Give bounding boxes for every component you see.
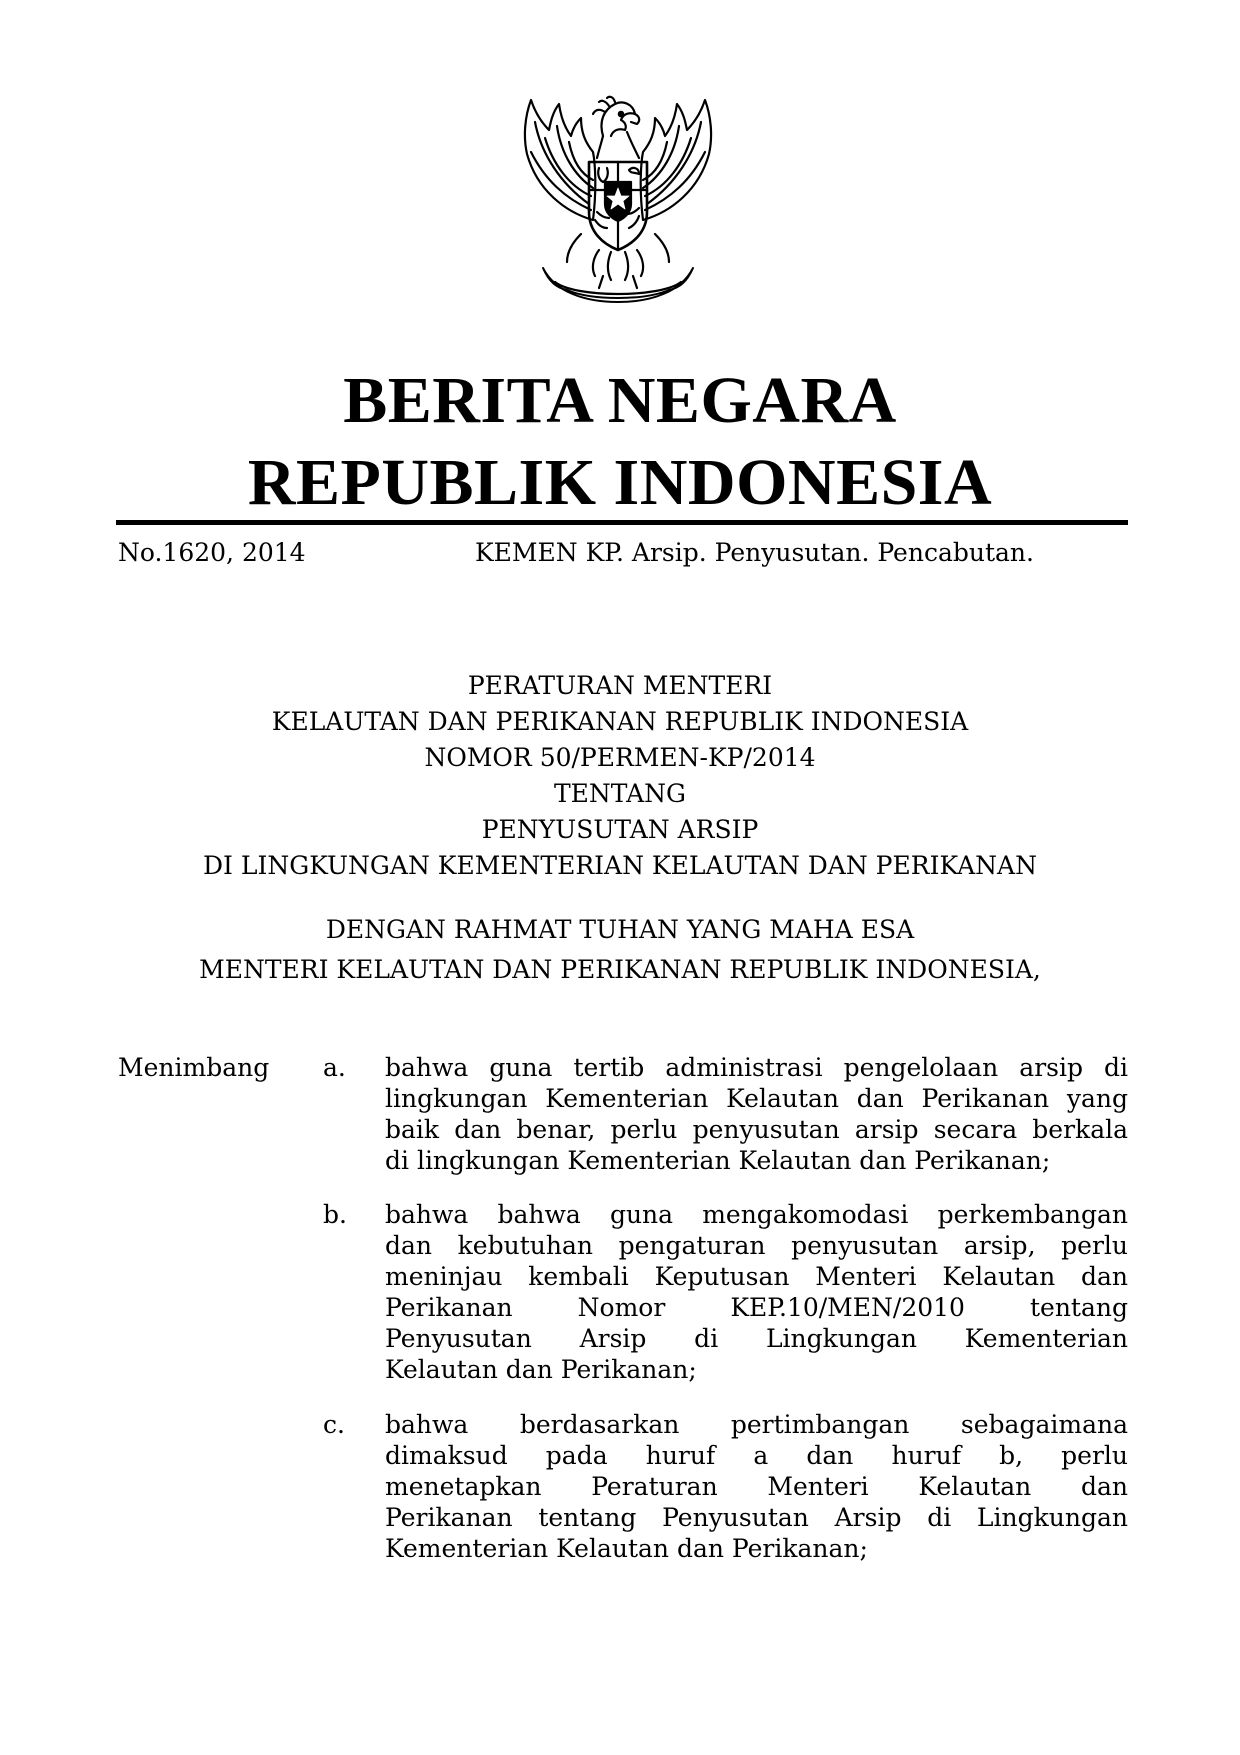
item-line: Kementerian Kelautan dan Perikanan; <box>385 1534 868 1563</box>
item-line: dan kebutuhan pengaturan penyusutan arsip, perlu <box>385 1231 1128 1260</box>
item-line: Penyusutan Arsip di Lingkungan Kementerian <box>385 1324 1128 1353</box>
item-line: dimaksud pada huruf a dan huruf b, perlu <box>385 1441 1128 1470</box>
title-line: NOMOR 50/PERMEN-KP/2014 <box>424 743 816 772</box>
item-line: baik dan benar, perlu penyusutan arsip secara berkala <box>385 1115 1128 1144</box>
item-line: Perikanan Nomor KEP.10/MEN/2010 tentang <box>385 1293 1128 1322</box>
title-line: KELAUTAN DAN PERIKANAN REPUBLIK INDONESIA <box>271 707 969 736</box>
considering-label: Menimbang <box>118 1053 270 1082</box>
opening-line: DENGAN RAHMAT TUHAN YANG MAHA ESA <box>325 915 915 944</box>
item-line: lingkungan Kementerian Kelautan dan Perikanan yang <box>385 1084 1128 1113</box>
item-text <box>385 1409 1128 1564</box>
item-line: bahwa berdasarkan pertimbangan sebagaimana <box>385 1410 1128 1439</box>
opening-formula <box>0 910 1240 990</box>
item-line: meninjau kembali Keputusan Menteri Kelautan dan <box>385 1262 1128 1291</box>
item-line: menetapkan Peraturan Menteri Kelautan dan <box>385 1472 1128 1501</box>
opening-line: MENTERI KELAUTAN DAN PERIKANAN REPUBLIK INDONESIA, <box>199 955 1041 984</box>
garuda-emblem-icon <box>515 92 721 310</box>
item-line: Kelautan dan Perikanan; <box>385 1355 697 1384</box>
title-line: PERATURAN MENTERI <box>467 671 773 700</box>
item-line: di lingkungan Kementerian Kelautan dan Perikanan; <box>385 1146 1051 1175</box>
title-line: TENTANG <box>553 779 686 808</box>
item-letter: b. <box>323 1200 347 1229</box>
gazette-number: No.1620, 2014 <box>118 538 306 567</box>
regulation-title <box>0 668 1240 884</box>
gazette-subject: KEMEN KP. Arsip. Penyusutan. Pencabutan. <box>475 538 1034 567</box>
masthead-subtitle: REPUBLIK INDONESIA <box>247 446 993 519</box>
title-line: PENYUSUTAN ARSIP <box>481 815 759 844</box>
item-text <box>385 1052 1128 1176</box>
masthead-divider <box>116 520 1128 525</box>
item-letter: c. <box>323 1410 345 1439</box>
masthead-title: BERITA NEGARA <box>343 364 897 437</box>
item-line: bahwa guna tertib administrasi pengelolaan arsip di <box>385 1053 1128 1082</box>
title-line: DI LINGKUNGAN KEMENTERIAN KELAUTAN DAN PERIKANAN <box>203 851 1037 880</box>
item-letter: a. <box>323 1053 346 1082</box>
item-line: bahwa bahwa guna mengakomodasi perkembangan <box>385 1200 1128 1229</box>
item-text <box>385 1199 1128 1385</box>
item-line: Perikanan tentang Penyusutan Arsip di Lingkungan <box>385 1503 1128 1532</box>
